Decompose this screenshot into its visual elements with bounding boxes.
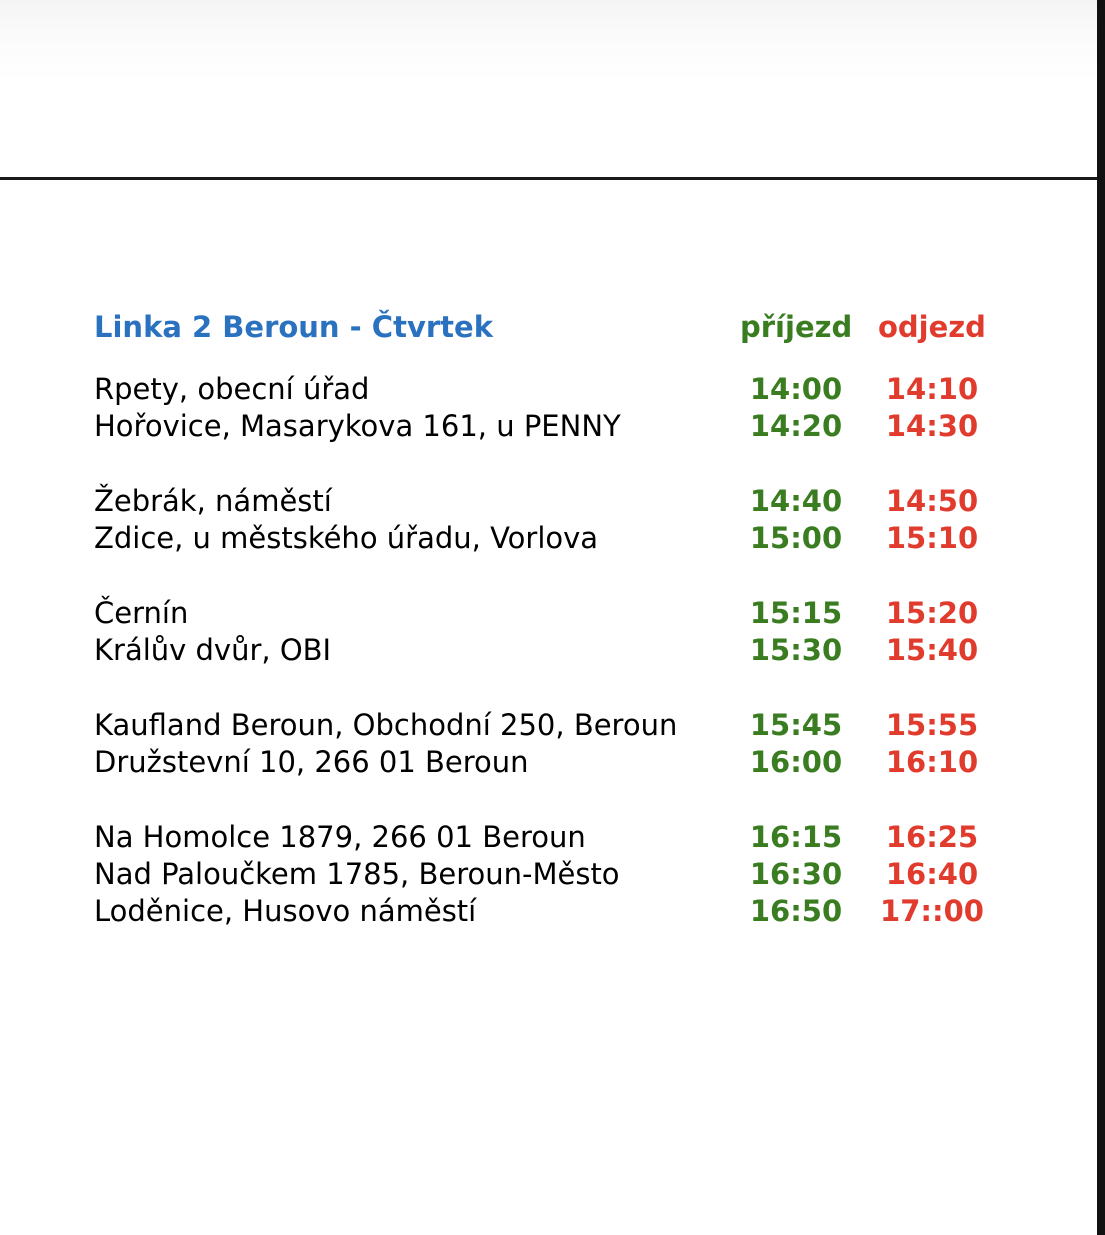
arrival-time: 16:15 [749,820,843,854]
departure-time: 15:20 [885,596,979,630]
departure-time: 14:50 [885,484,979,518]
timetable-row [0,483,1097,520]
arrival-time: 15:30 [749,633,843,667]
departure-time: 15:40 [885,633,979,667]
departure-time: 14:30 [885,409,979,443]
arrival-time: 16:00 [749,745,843,779]
stop-name: Družstevní 10, 266 01 Beroun [94,745,529,779]
timetable-row [0,819,1097,856]
timetable-row [0,632,1097,669]
stop-name: Na Homolce 1879, 266 01 Beroun [94,820,586,854]
arrival-time: 14:20 [749,409,843,443]
arrival-time: 15:00 [749,521,843,555]
arrival-time: 15:45 [749,708,843,742]
arrival-time: 16:50 [749,894,843,928]
stop-name: Nad Paloučkem 1785, Beroun-Město [94,857,620,891]
stop-name: Kaufland Beroun, Obchodní 250, Beroun [94,708,678,742]
stop-name: Žebrák, náměstí [94,484,332,518]
departure-column-header: odjezd [878,310,986,344]
timetable-row [0,856,1097,893]
departure-time: 14:10 [885,372,979,406]
timetable-row [0,408,1097,445]
departure-time: 15:55 [885,708,979,742]
timetable-row [0,893,1097,930]
timetable-row [0,707,1097,744]
departure-time: 16:25 [885,820,979,854]
stop-name: Zdice, u městského úřadu, Vorlova [94,521,599,555]
departure-time: 15:10 [885,521,979,555]
departure-time: 17::00 [880,894,984,928]
page-edge [1097,0,1105,1235]
stop-name: Loděnice, Husovo náměstí [94,894,477,928]
arrival-time: 14:40 [749,484,843,518]
departure-time: 16:10 [885,745,979,779]
schedule-title: Linka 2 Beroun - Čtvrtek [94,310,493,344]
stop-name: Rpety, obecní úřad [94,372,370,406]
arrival-time: 15:15 [749,596,843,630]
stop-name: Hořovice, Masarykova 161, u PENNY [94,409,621,443]
timetable-row [0,744,1097,781]
stop-name: Černín [94,596,189,630]
arrival-time: 16:30 [749,857,843,891]
arrival-time: 14:00 [749,372,843,406]
timetable-row [0,520,1097,557]
arrival-column-header: příjezd [740,310,853,344]
timetable-row [0,371,1097,408]
departure-time: 16:40 [885,857,979,891]
stop-name: Králův dvůr, OBI [94,633,332,667]
timetable-row [0,595,1097,632]
